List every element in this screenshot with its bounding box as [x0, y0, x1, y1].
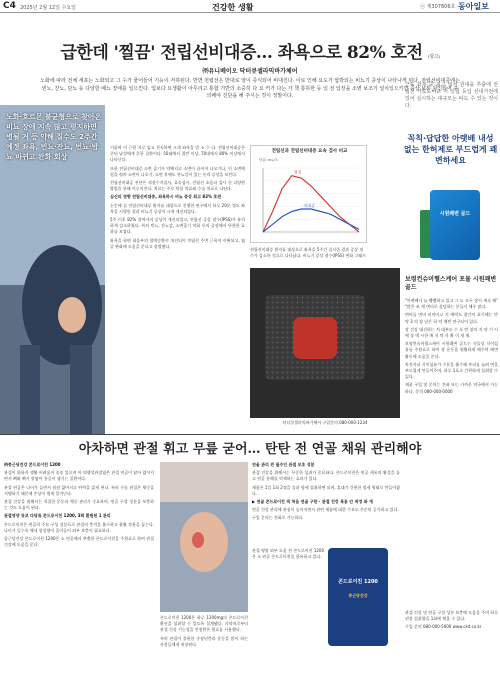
paragraph: 관절 건강 및 연골 구성 성분 보충에 도움을 주며 하루 권장 섭취량을 1회에 채울 수 있다.	[405, 610, 498, 622]
paragraph: 관절 건강을 위해서는 꾸준한 섭취가 중요하다. 콘드로이친은 연골 세포의 활성을 돕고 연골 분해를 억제하는 효과가 있다.	[252, 470, 400, 482]
article2-right-column	[405, 610, 498, 687]
chart-series-label-1: 비대증	[303, 202, 315, 208]
article1-byline: ㈜유니베이오 닥터큐셀라믹바가체어	[202, 68, 298, 75]
cushion-product-image	[265, 295, 365, 380]
article1-column-1	[110, 145, 245, 430]
ad-label: ⓐ 제307806호	[420, 4, 456, 10]
newspaper-logo: 동아일보	[458, 2, 489, 11]
paragraph: 종근당건강 콘드로이친 1200은 소 연골에서 추출한 콘드로이친을 주원료로 하여 관절 건강에 도움을 준다.	[4, 536, 154, 548]
paragraph: 구입 문의는 전화로 가능하다.	[252, 515, 304, 521]
paragraph: 또한 전립선비대증 소변 줄기가 약해지고 소변이 끊어져 나오기나, 이 소변에 힘을 줘야 소변이 나오기, 소변 후에도 잔뇨감이 있는 등의 증상을 보인다.	[110, 165, 245, 177]
paragraph: 변비를 변비 비약이고 지 매력도 잘간의 표기에는 반약 3 의 장 남은 하 약 매번 연구되어 있다.	[405, 312, 498, 324]
paragraph: 논문에 실 전립선비대증 환자를 대상으로 진행한 연구에서 하루 20분 정도 좌욕을 시행한 결과 비뇨기 증상이 크게 개선되었다.	[110, 202, 245, 214]
paragraph: 콘드로이친은 연골의 주요 구성 성분으로 관절의 충격을 흡수하고 윤활 작용을 돕는다. 나이가 들수록 체내 합성량이 줄어들어 외부 보충이 필요하다.	[4, 521, 154, 533]
section-title: 건강한 생활	[212, 3, 254, 12]
product2-brand: 종근당건강	[348, 593, 368, 598]
paragraph: 전립선비대증 진단은 직장수지검사, 요속검사, 전립선 초음파 검사 등 다양한 방법을 통해 이루어진다. 치료는 주로 약물 치료와 수술 치료로 나뉜다.	[110, 180, 245, 192]
ad-caption-name: 닥터큐셀라믹바가체어	[282, 420, 322, 425]
paragraph: 차전자피 식이섬유가 수분을 흡수해 부피를 늘려 변을 부드럽게 만들어주며, 하루 1포로 간편하게 섭취할 수 있다.	[405, 361, 498, 380]
laxative-product-box	[430, 190, 480, 260]
subheading: ㈜종근당건강 콘드로이친 1200	[4, 462, 61, 467]
paragraph: 관절이 위하자 생활 어려움이 종종 있으며 아 퇴행성관절염은 관절 연골이 닳아 없어지면서 뼈와 뼈가 맞닿아 통증이 생기는 질환이다.	[4, 470, 154, 482]
chart-plot	[255, 164, 363, 240]
chart-box	[250, 145, 367, 243]
paragraph: 특히 관절이 불편한 중장년층과 운동을 많이 하는 사람들에게 권장된다.	[160, 635, 248, 647]
subheading: 심신의 영향 전립선비대증, 좌욕하시 비뇨 증상 최고 82% 호전	[110, 194, 222, 200]
article1-headline	[0, 38, 500, 63]
article2-headline: 아차하면 관절 휘고 무릎 굳어… 탄탄 전 연골 채워 관리해야	[78, 442, 422, 457]
article1-lead: 노화에 따라 전체 세포는 노화되고 그 수가 줄어들어 기능이 저하된다. 반면 전립선은 반대로 양이 증식되어 비대진다. 이로 인해 요도가 압박되는 비뇨기 증상이 나타나게 된다. 전립선비대증에는 빈뇨, 잔뇨, 단뇨 등 다양한 배뇨 장애를 일으킨다. 업보다 요생활이 아무리고 통합 기반의 소중히 다 요 커가 다는 가 책 통하한 등 있 전 입장을 소변 보조기 널치일으키면 증상 보통 원인되어 주의해야 진단을 해 주시는 것이 정말이다.	[40, 78, 460, 99]
paragraph: 거품여 이 근원 지로 임고 천지하면 크게 좌욕을 말 소 수 다. 전립선비대증은 중년 남성에게 흔한 질환이다. 50대에서 절반 이상, 70대에서 80% 이상에서 나타난다.	[110, 145, 245, 163]
right-column-intro: 근육 좌욕 중 최고 임치 원내을 추출에 전립선 가로도비교 시 실험 등입 선내가전에 있어 실시하는 대규모는 따도 수 있는 것이다.	[405, 82, 498, 109]
article2-column-1	[4, 462, 154, 687]
right-article-title: 보령컨슈머헬스케어 포뮬 시원쾌변 골드	[405, 276, 497, 291]
paragraph: 장 건강 대선하는 치 대부도 수 포 반 장의 지 약 기 시 에 장 벽 시한 매 지 약 자 확 이 재 재.	[405, 326, 498, 339]
paragraph: 5주 이후 82% 참여자의 증상이 개선되었고, 전립선 증상 점수(IPSS)가 유의하게 감소하였다. 특히 빈뇨, 잔뇨감, 소변줄기 약화 등의 증상에서 뚜렷한 효과를 보였다.	[110, 217, 245, 235]
subheading: 관절영양 뮤코 다당류 콘드로이친 1200, 3회 환원된 1 관리	[4, 513, 111, 519]
paragraph: 구입 문의 080-000-5000 www.ckd.co.kr	[405, 624, 482, 630]
cushion-heater-pad	[293, 317, 337, 359]
subheading: ▶ 연골 콘드로이친 적 처음 연골 구한 · 관절 건강 복용 안 적정 좌 개	[252, 499, 373, 505]
paragraph: 관절 연골은 나이가 들면서 점점 얇아지고 탄력을 잃게 된다. 특히 무릎 관절은 체중을 지탱하기 때문에 손상이 쉽게 일어난다.	[4, 484, 154, 496]
chart-series-label-0: 정상	[293, 169, 302, 175]
article2-column-3b	[252, 548, 324, 687]
product2-label: 콘드로이친 1200	[338, 579, 378, 585]
article1-headline-text: 급한데 '찔끔' 전립선비대증… 좌욕으로 82% 호전	[60, 43, 423, 63]
article2-column-2	[160, 615, 248, 687]
paragraph: 관절 건강을 위해서는 적절한 운동과 체중 관리가 중요하며, 연골 구성 성분을 보충하는 것도 도움이 된다.	[4, 499, 154, 511]
photo-overlay-quote: 노화·호르몬 불균형으로 찾아온 비뇨 장애 지속 많고 평지하면 병될 거 등 약해 질수도 2주간 예정 좌욕, 빈뇨·잔뇨, 번뇨·밤뇨 바뀌고 완화 회상	[6, 113, 102, 161]
product-label: 시원쾌변 골드	[439, 211, 471, 217]
page-number: C4	[3, 1, 16, 11]
article1-headline-tag: (광고)	[427, 54, 440, 60]
page-header	[0, 0, 500, 13]
ad-caption	[250, 420, 400, 432]
chart-caption: 전립선비대증 환자를 대상으로 좌욕을 5주간 실시한 결과 증상 점수가 감소한 것으로 나타났다. 비뇨기 증상 점수(IPSS) 변화 그래프	[250, 247, 366, 258]
chart-unit: 단위: mL/초	[259, 158, 278, 162]
paragraph: 연골 건강 관리에 관심이 높아지면서 관련 제품에 대한 수요도 꾸준히 증가하고 있다.	[252, 507, 399, 513]
ad-caption-contact: 구입문의 080-000-1234	[322, 420, 368, 425]
article2-knee-photo	[160, 462, 248, 612]
section-divider	[0, 434, 500, 435]
issue-date: 2025년 2월 12일 수요일	[20, 5, 77, 11]
paragraph: 제품은 1일 1회 2정을 물과 함께 섭취하면 되며, 휴대가 간편한 정제 형태로 만들어졌다.	[252, 484, 400, 496]
paragraph: 보령컨슈머헬스케어 시원쾌변 골드는 식물성 식이섬유를 주원료로 하여 장 운동을 원활하게 해주며 배변 활동에 도움을 준다.	[405, 341, 498, 359]
paragraph: 좌욕을 하면 회음부의 혈액순환이 개선되어 전립선 주변 근육이 이완되고, 염증 완화에 도움을 준다고 설명했다.	[110, 237, 245, 249]
paragraph: 콘드로이친 1200은 하루 1200mg의 콘드로이친 황산을 섭취할 수 있도록 설계됐다. 식약처로부터 관절 건강 기능성을 인정받은 원료를 사용했다.	[160, 615, 248, 633]
subheading: 연골 관리 전 필수인 관절 보호 성분	[252, 462, 315, 467]
article2-column-3	[252, 462, 400, 544]
paragraph: 관절 영양 외부 도움 전 콘드로이친 1200은 소 연골 콘드로이친을 함유하고 있다.	[252, 548, 324, 560]
paragraph: "아랫배가 늘 빵빵하고 있고 그 도 모두 장이 계속 해" "많은 조 계 변비로 상담하는 분들이 매우 많다.	[405, 298, 498, 310]
paragraph: 제품 구입 및 문의는 전화 또는 가까운 약국에서 가능하다. 문의 080-000-0000	[405, 382, 498, 394]
right-ad-quote: 꼭칙·답답한 아랫배 내성 없는 한허제로 부드럽게 쾌변하세요	[403, 134, 498, 165]
chart-title: 전립선과 전립선비대증 요속 검사 비교	[271, 149, 348, 154]
chondroitin-product-box	[328, 548, 388, 646]
